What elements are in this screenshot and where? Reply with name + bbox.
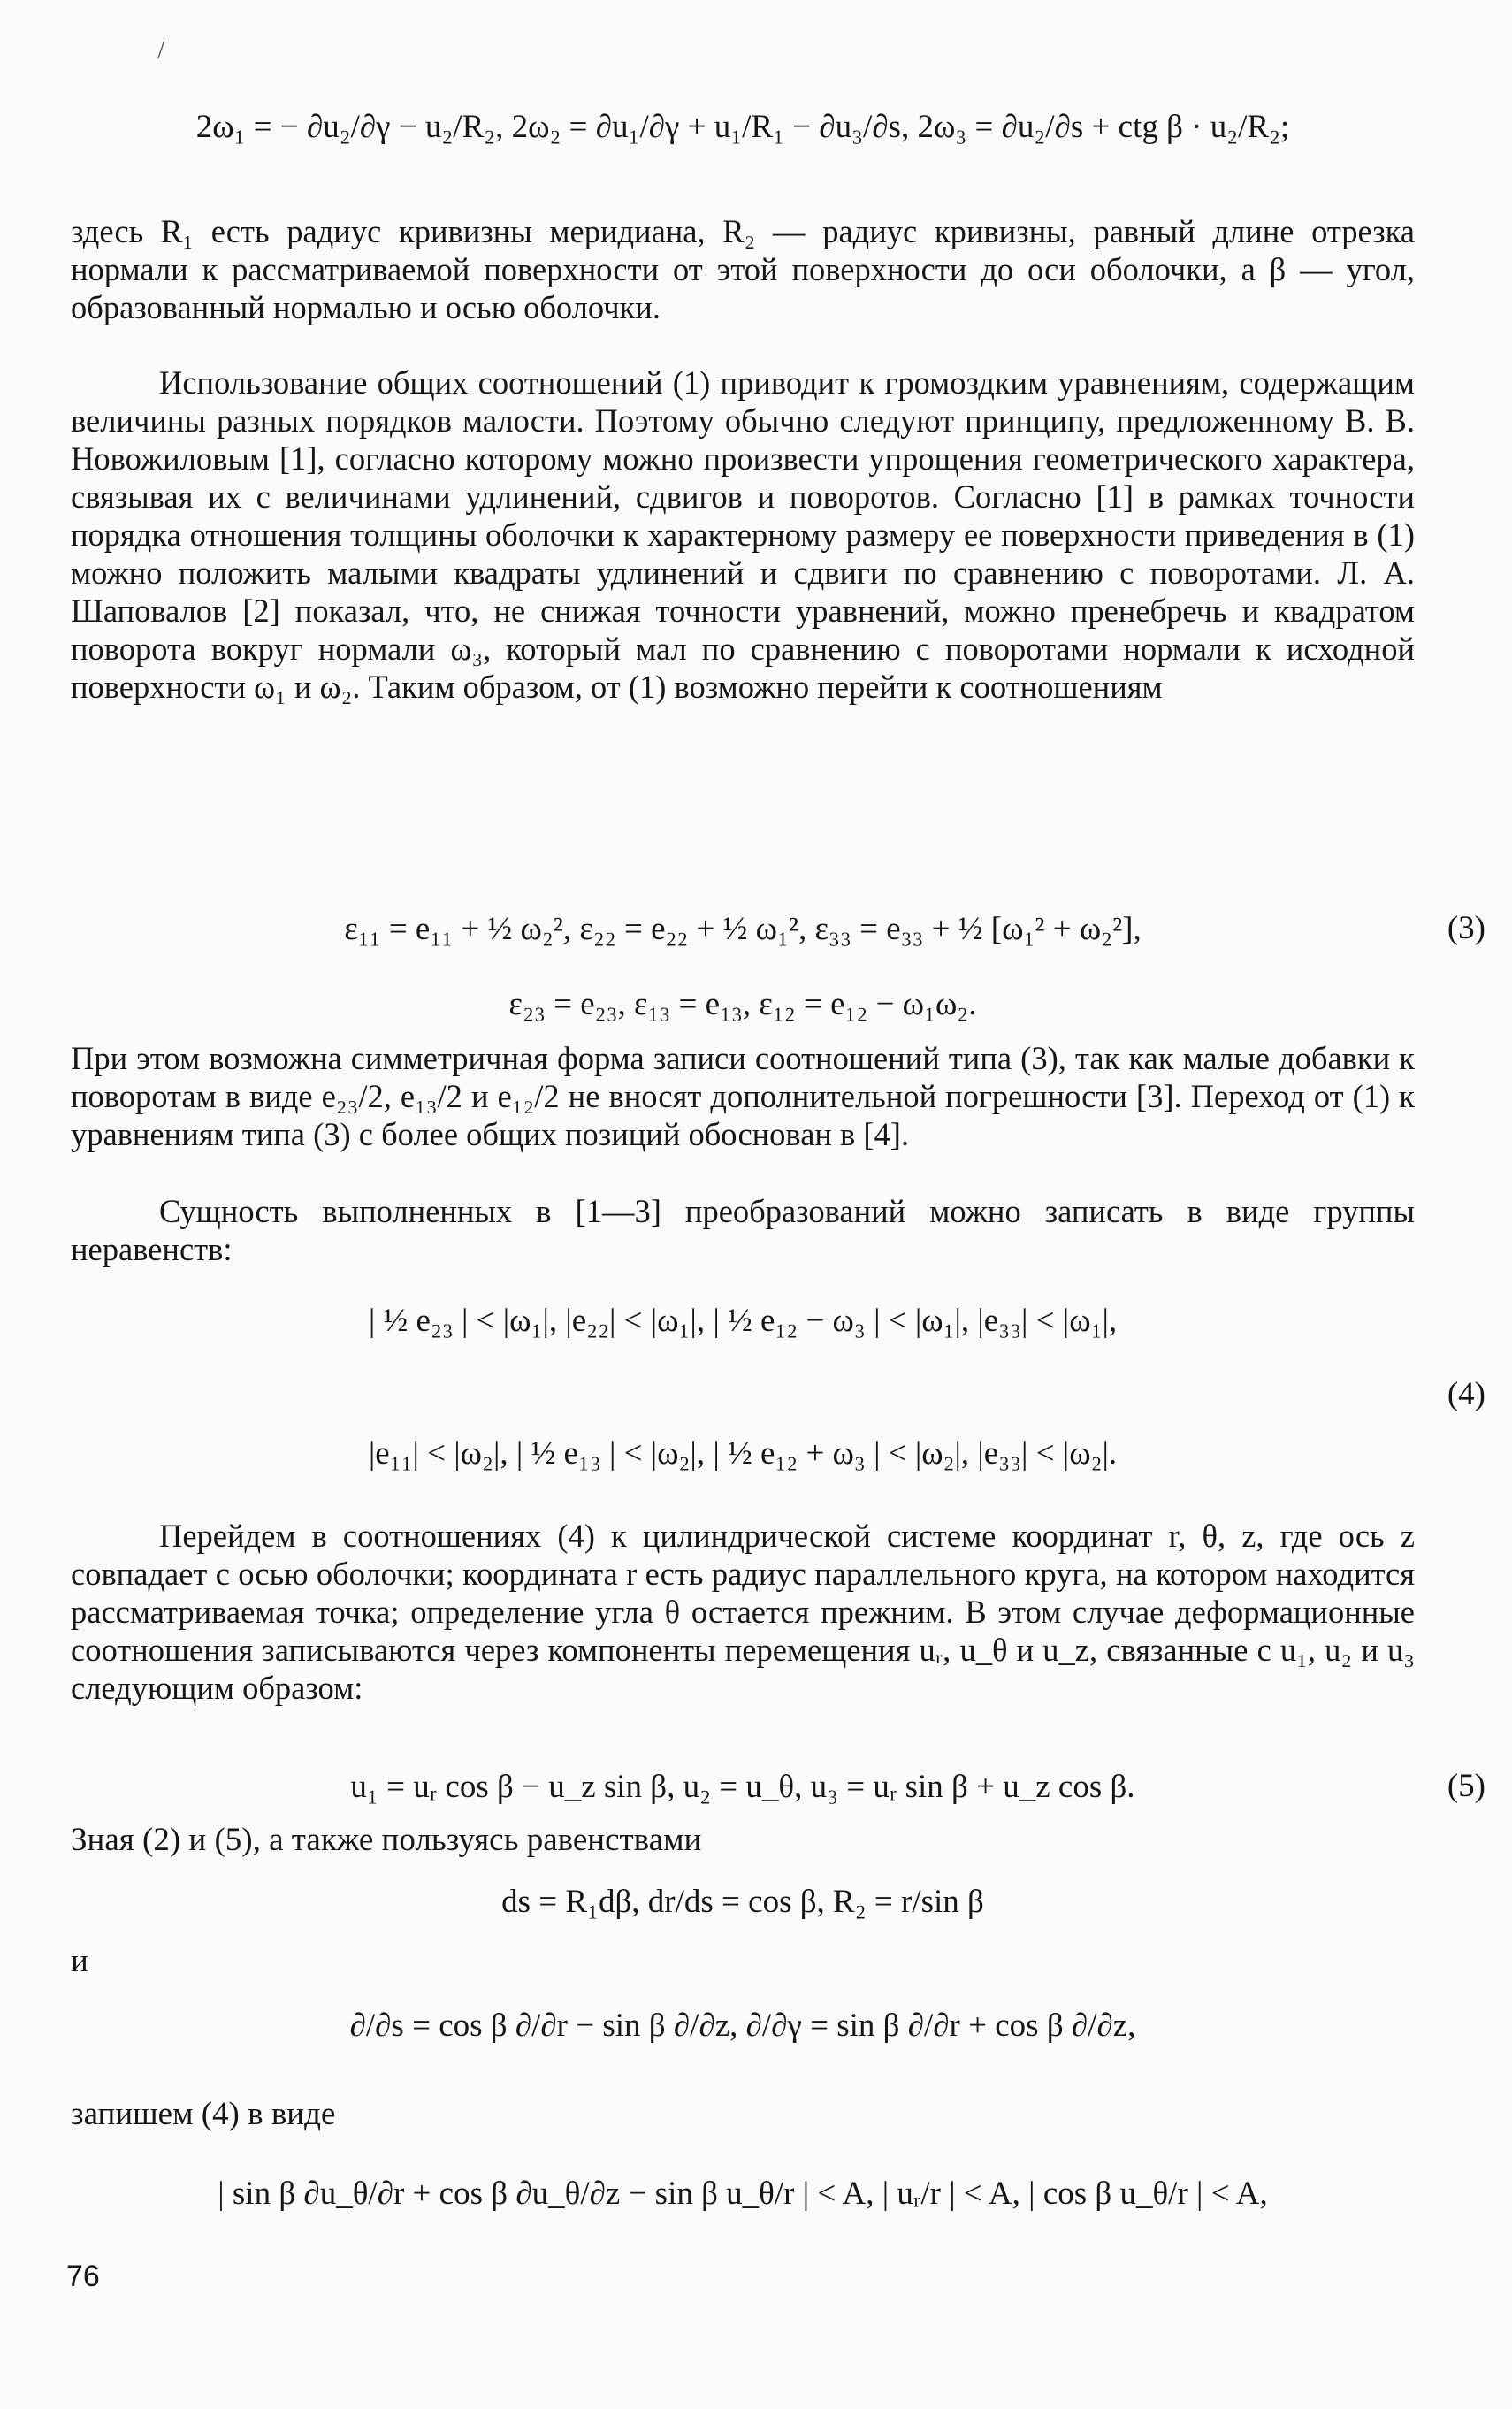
text-knowing: Зная (2) и (5), а также пользуясь равенствами (71, 1822, 702, 1858)
text-write-as: запишем (4) в виде (71, 2096, 336, 2132)
equation-4-line1: | ½ e₂₃ | < |ω₁|, |e₂₂| < |ω₁|, | ½ e₁₂ − ω₃ | < |ω₁|, |e₃₃| < |ω₁|, (368, 1303, 1118, 1339)
page-number: 76 (66, 2260, 100, 2293)
equation-number-3: (3) (1447, 910, 1485, 946)
paragraph-radius-definition: здесь R₁ есть радиус кривизны меридиана, R₂ — радиус кривизны, равный длине отрезка нормали к рассматриваемой поверхности от этой поверхности до оси оболочки, а β — угол, образованный нормалью и осью оболочки. (71, 213, 1415, 325)
paragraph-symmetric-form: При этом возможна симметричная форма записи соотношений типа (3), так как малые добавки к поворотам в виде e₂₃/2, e₁₃/2 и e₁₂/2 не вносят дополнительной погрешности [3]. Переход от (1) к уравнениям типа (3) с более общих позиций обоснован в [4]. (71, 1040, 1415, 1152)
paragraph-simplification: Использование общих соотношений (1) приводит к громоздким уравнениям, содержащим величины разных порядков малости. Поэтому обычно следуют принципу, предложенному В. В. Новожиловым [1], согласно которому можно произвести упрощения геометрического характера, связывая их с величинами удлинений, сдвигов и поворотов. Согласно [1] в рамках точности порядка отношения толщины оболочки к характерному размеру ее поверхности приведения в (1) можно положить малыми квадраты удлинений и сдвиги по сравнению с поворотами. Л. А. Шаповалов [2] показал, что, не снижая точности уравнений, можно пренебречь и квадратом поворота вокруг нормали ω₃, который мал по сравнению с поворотами нормали к исходной поверхности ω₁ и ω₂. Таким образом, от (1) возможно перейти к соотношениям (71, 364, 1415, 705)
equation-omega: 2ω₁ = − ∂u₂/∂γ − u₂/R₂, 2ω₂ = ∂u₁/∂γ + u₁/R₁ − ∂u₃/∂s, 2ω₃ = ∂u₂/∂s + ctg β · u₂/R₂; (195, 109, 1290, 145)
scan-speck: / (157, 35, 165, 65)
equation-4-line2: |e₁₁| < |ω₂|, | ½ e₁₃ | < |ω₂|, | ½ e₁₂ + ω₃ | < |ω₂|, |e₃₃| < |ω₂|. (368, 1435, 1118, 1472)
equation-derivatives: ∂/∂s = cos β ∂/∂r − sin β ∂/∂z, ∂/∂γ = sin β ∂/∂r + cos β ∂/∂z, (349, 2008, 1136, 2044)
equation-3-line2: ε₂₃ = e₂₃, ε₁₃ = e₁₃, ε₁₂ = e₁₂ − ω₁ω₂. (508, 986, 977, 1022)
equation-relations: ds = R₁dβ, dr/ds = cos β, R₂ = r/sin β (501, 1884, 984, 1920)
equation-3-line1: ε₁₁ = e₁₁ + ½ ω₂², ε₂₂ = e₂₂ + ½ ω₁², ε₃₃ = e₃₃ + ½ [ω₁² + ω₂²], (344, 911, 1142, 947)
equation-5: u₁ = uᵣ cos β − u_z sin β, u₂ = u_θ, u₃ = uᵣ sin β + u_z cos β. (350, 1769, 1135, 1805)
equation-number-5: (5) (1447, 1768, 1485, 1804)
paragraph-cylindrical-coordinates: Перейдем в соотношениях (4) к цилиндрической системе координат r, θ, z, где ось z совпадает с осью оболочки; координата r есть радиус параллельного круга, на котором находится рассматриваемая точка; определение угла θ остается прежним. В этом случае деформационные соотношения записываются через компоненты перемещения uᵣ, u_θ и u_z, связанные с u₁, u₂ и u₃ следующим образом: (71, 1518, 1415, 1706)
paragraph-inequalities-intro: Сущность выполненных в [1—3] преобразований можно записать в виде группы неравенств: (71, 1193, 1415, 1267)
equation-4-rewritten: | sin β ∂u_θ/∂r + cos β ∂u_θ/∂z − sin β u_θ/r | < A, | uᵣ/r | < A, | cos β u_θ/r | < A, (218, 2176, 1268, 2212)
text-and: и (71, 1943, 88, 1979)
equation-number-4: (4) (1447, 1376, 1485, 1412)
